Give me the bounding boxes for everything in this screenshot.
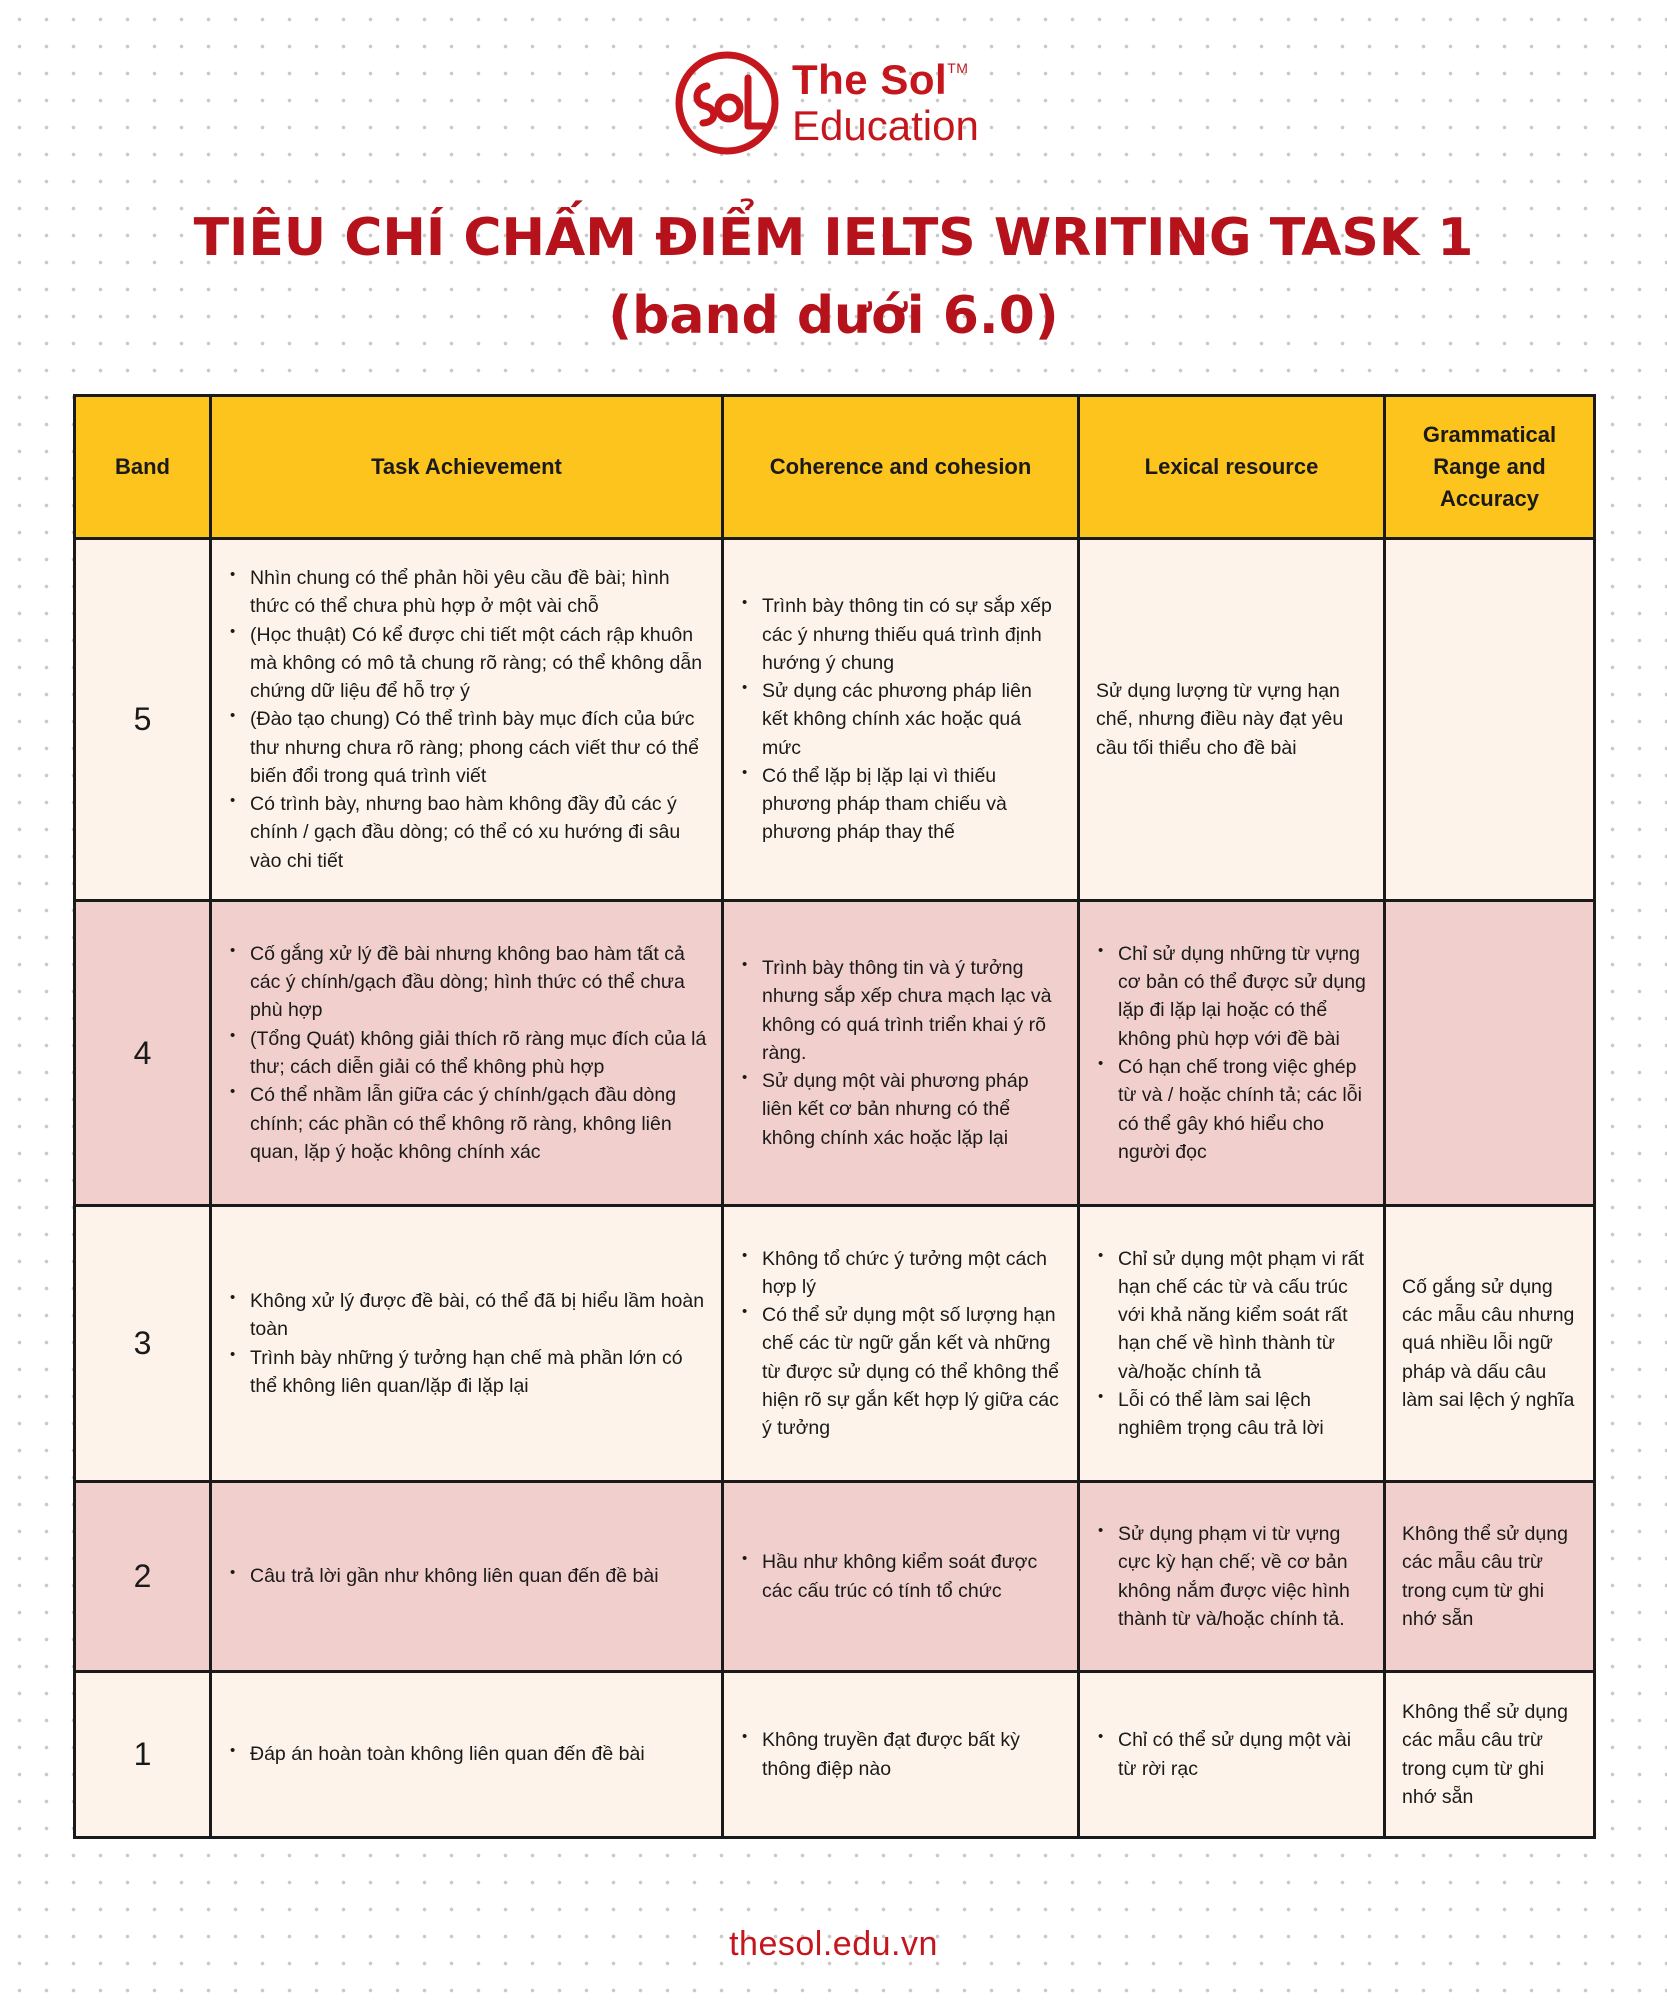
bullet-list	[228, 940, 707, 1166]
lexical-cell	[1079, 1482, 1385, 1672]
scoring-table	[73, 394, 1596, 1839]
list-item: • Chỉ có thể sử dụng một vài từ rời rạc	[1118, 1726, 1369, 1783]
trademark-mark: TM	[947, 60, 969, 76]
brand-logo	[672, 48, 979, 158]
list-item: • Chỉ sử dụng một phạm vi rất hạn chế các từ và cấu trúc với khả năng kiểm soát rất hạn chế về hình thành từ và/hoặc chính tả	[1118, 1245, 1369, 1386]
bullet-list	[1096, 1245, 1369, 1443]
list-item: • Sử dụng các phương pháp liên kết không chính xác hoặc quá mức	[762, 677, 1063, 762]
task-achievement-cell	[211, 901, 723, 1206]
grammar-cell	[1385, 539, 1595, 901]
grammar-cell: Không thể sử dụng các mẫu câu trừ trong cụm từ ghi nhớ sẵn	[1385, 1672, 1595, 1838]
coherence-cell	[723, 1672, 1079, 1838]
table-row-band-5	[75, 539, 1595, 901]
coherence-cell	[723, 1206, 1079, 1482]
page-title: TIÊU CHÍ CHẤM ĐIỂM IELTS WRITING TASK 1	[193, 208, 1474, 268]
list-item: • Câu trả lời gần như không liên quan đến đề bài	[250, 1562, 707, 1590]
header-band: Band	[75, 396, 211, 539]
list-item: • Không tổ chức ý tưởng một cách hợp lý	[762, 1245, 1063, 1302]
list-item: • Trình bày những ý tưởng hạn chế mà phần lớn có thể không liên quan/lặp đi lặp lại	[250, 1344, 707, 1401]
list-item: • Trình bày thông tin có sự sắp xếp các ý nhưng thiếu quá trình định hướng ý chung	[762, 592, 1063, 677]
brand-name: The Sol™	[792, 56, 969, 103]
lexical-cell: Sử dụng lượng từ vựng hạn chế, nhưng điều này đạt yêu cầu tối thiểu cho đề bài	[1079, 539, 1385, 901]
list-item: • (Tổng Quát) không giải thích rõ ràng mục đích của lá thư; cách diễn giải có thể không phù hợp	[250, 1025, 707, 1082]
list-item: • Nhìn chung có thể phản hồi yêu cầu đề bài; hình thức có thể chưa phù hợp ở một vài chỗ	[250, 564, 707, 621]
bullet-list	[228, 1562, 707, 1590]
lexical-cell	[1079, 1206, 1385, 1482]
bullet-list	[228, 1740, 707, 1768]
coherence-cell	[723, 539, 1079, 901]
table-row-band-4	[75, 901, 1595, 1206]
band-cell: 1	[75, 1672, 211, 1838]
bullet-list	[1096, 940, 1369, 1166]
list-item: • (Học thuật) Có kể được chi tiết một cách rập khuôn mà không có mô tả chung rõ ràng; có thể không dẫn chứng dữ liệu để hỗ trợ ý	[250, 621, 707, 706]
bullet-list	[228, 564, 707, 875]
table-row-band-2	[75, 1482, 1595, 1672]
header-task-achievement: Task Achievement	[211, 396, 723, 539]
list-item: • Có hạn chế trong việc ghép từ và / hoặc chính tả; các lỗi có thể gây khó hiểu cho người đọc	[1118, 1053, 1369, 1166]
grammar-cell: Không thể sử dụng các mẫu câu trừ trong cụm từ ghi nhớ sẵn	[1385, 1482, 1595, 1672]
bullet-list	[228, 1287, 707, 1400]
bullet-list	[1096, 1520, 1369, 1633]
task-achievement-cell	[211, 1672, 723, 1838]
task-achievement-cell	[211, 1206, 723, 1482]
task-achievement-cell	[211, 539, 723, 901]
list-item: • Lỗi có thể làm sai lệch nghiêm trọng câu trả lời	[1118, 1386, 1369, 1443]
band-cell: 2	[75, 1482, 211, 1672]
coherence-cell	[723, 1482, 1079, 1672]
list-item: • Không truyền đạt được bất kỳ thông điệp nào	[762, 1726, 1063, 1783]
page-subtitle: (band dưới 6.0)	[608, 286, 1059, 346]
bullet-list	[740, 1548, 1063, 1605]
band-cell: 3	[75, 1206, 211, 1482]
grammar-cell	[1385, 901, 1595, 1206]
bullet-list	[740, 1245, 1063, 1443]
header-grammatical-range: Grammatical Range and Accuracy	[1385, 396, 1595, 539]
brand-subtitle: Education	[792, 102, 979, 149]
band-cell: 5	[75, 539, 211, 901]
header-coherence-cohesion: Coherence and cohesion	[723, 396, 1079, 539]
list-item: • Chỉ sử dụng những từ vựng cơ bản có thể được sử dụng lặp đi lặp lại hoặc có thể không phù hợp với đề bài	[1118, 940, 1369, 1053]
list-item: • Trình bày thông tin và ý tưởng nhưng sắp xếp chưa mạch lạc và không có quá trình triển khai ý rõ ràng.	[762, 954, 1063, 1067]
band-cell: 4	[75, 901, 211, 1206]
bullet-list	[1096, 1726, 1369, 1783]
bullet-list	[740, 954, 1063, 1152]
list-item: • Có trình bày, nhưng bao hàm không đầy đủ các ý chính / gạch đầu dòng; có thể có xu hướng đi sâu vào chi tiết	[250, 790, 707, 875]
lexical-cell	[1079, 1672, 1385, 1838]
list-item: • (Đào tạo chung) Có thể trình bày mục đích của bức thư nhưng chưa rõ ràng; phong cách viết thư có thể biến đổi trong quá trình viết	[250, 705, 707, 790]
list-item: • Có thể lặp bị lặp lại vì thiếu phương pháp tham chiếu và phương pháp thay thế	[762, 762, 1063, 847]
list-item: • Đáp án hoàn toàn không liên quan đến đề bài	[250, 1740, 707, 1768]
sol-logo-icon	[672, 48, 782, 158]
grammar-cell: Cố gắng sử dụng các mẫu câu nhưng quá nhiều lỗi ngữ pháp và dấu câu làm sai lệch ý nghĩa	[1385, 1206, 1595, 1482]
table-row-band-3	[75, 1206, 1595, 1482]
list-item: • Có thể sử dụng một số lượng hạn chế các từ ngữ gắn kết và những từ được sử dụng có thể không thể hiện rõ sự gắn kết hợp lý giữa các ý tưởng	[762, 1301, 1063, 1442]
footer-url[interactable]: thesol.edu.vn	[729, 1925, 938, 1963]
list-item: • Cố gắng xử lý đề bài nhưng không bao hàm tất cả các ý chính/gạch đầu dòng; hình thức có thể chưa phù hợp	[250, 940, 707, 1025]
list-item: • Không xử lý được đề bài, có thể đã bị hiểu lầm hoàn toàn	[250, 1287, 707, 1344]
header-lexical-resource: Lexical resource	[1079, 396, 1385, 539]
brand-text	[792, 56, 979, 149]
bullet-list	[740, 592, 1063, 846]
list-item: • Có thể nhầm lẫn giữa các ý chính/gạch đầu dòng chính; các phần có thể không rõ ràng, không liên quan, lặp ý hoặc không chính xác	[250, 1081, 707, 1166]
list-item: • Sử dụng một vài phương pháp liên kết cơ bản nhưng có thể không chính xác hoặc lặp lại	[762, 1067, 1063, 1152]
lexical-cell	[1079, 901, 1385, 1206]
table-row-band-1	[75, 1672, 1595, 1838]
table-header-row	[75, 396, 1595, 539]
list-item: • Hầu như không kiểm soát được các cấu trúc có tính tổ chức	[762, 1548, 1063, 1605]
task-achievement-cell	[211, 1482, 723, 1672]
list-item: • Sử dụng phạm vi từ vựng cực kỳ hạn chế; về cơ bản không nắm được việc hình thành từ và/hoặc chính tả.	[1118, 1520, 1369, 1633]
coherence-cell	[723, 901, 1079, 1206]
bullet-list	[740, 1726, 1063, 1783]
